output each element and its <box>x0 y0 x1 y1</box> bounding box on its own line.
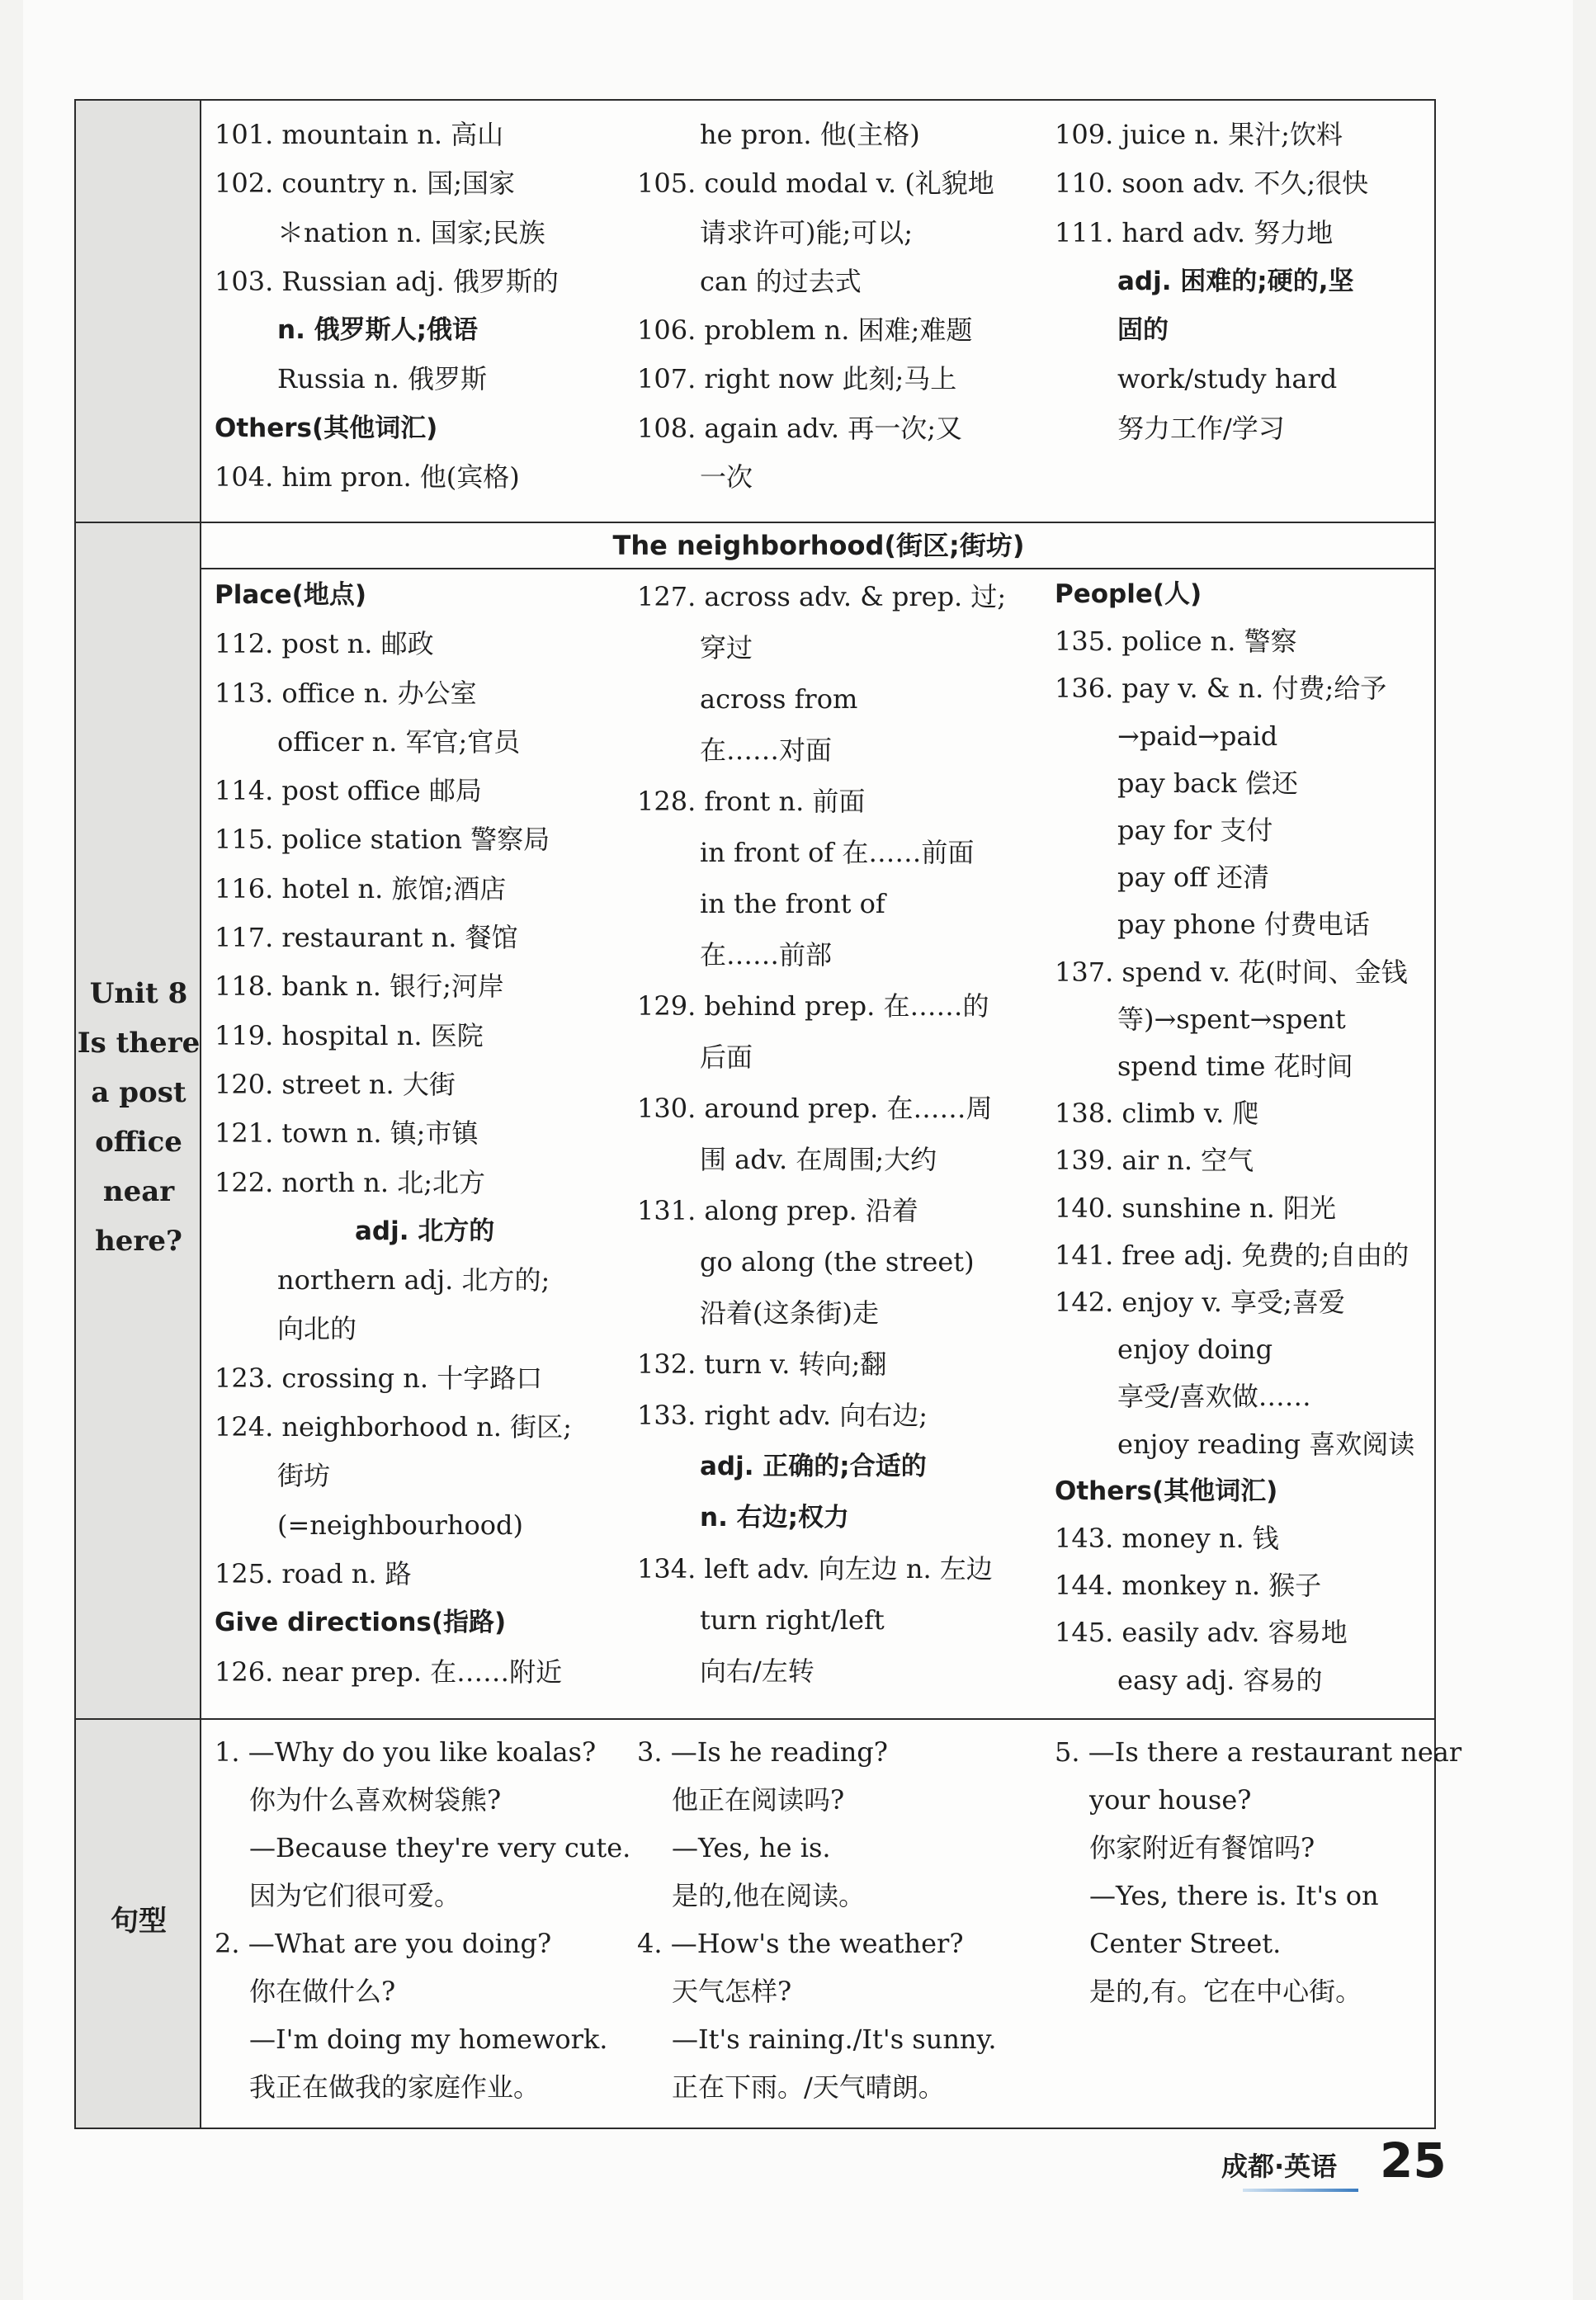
top-col-1 <box>215 111 559 502</box>
mid-col-2 <box>637 571 1006 1697</box>
entry: 138. climb v. 爬 <box>1055 1098 1259 1130</box>
entry: 123. crossing n. 十字路口 <box>215 1362 543 1394</box>
entry: n. 右边;权力 <box>700 1503 850 1533</box>
mid-col-3 <box>1055 571 1414 1704</box>
entry: Russia n. 俄罗斯 <box>277 363 487 395</box>
entry: pay off 还清 <box>1117 862 1269 894</box>
entry: 135. police n. 警察 <box>1055 626 1297 658</box>
entry: work/study hard <box>1117 363 1338 395</box>
entry: ＊nation n. 国家;民族 <box>277 216 545 248</box>
entry: 105. could modal v. (礼貌地 <box>637 168 994 200</box>
sentence: 2. —What are you doing? <box>215 1928 552 1959</box>
unit-label-line: office <box>95 1126 182 1159</box>
sentence: —Yes, he is. <box>672 1832 831 1863</box>
unit-label <box>76 969 201 1266</box>
sentence: —I'm doing my homework. <box>249 2024 608 2055</box>
entry: enjoy doing <box>1117 1334 1273 1366</box>
entry: 围 adv. 在周围;大约 <box>700 1144 937 1175</box>
entry: 115. police station 警察局 <box>215 824 550 856</box>
entry: 101. mountain n. 高山 <box>215 119 504 150</box>
entry: 126. near prep. 在……附近 <box>215 1655 563 1688</box>
sentence: your house? <box>1089 1784 1252 1816</box>
subheading: People(人) <box>1055 579 1202 609</box>
entry: n. 俄罗斯人;俄语 <box>277 315 479 346</box>
entry: 119. hospital n. 医院 <box>215 1019 484 1051</box>
entry: 145. easily adv. 容易地 <box>1055 1617 1348 1649</box>
sentence: 5. —Is there a restaurant near <box>1055 1736 1462 1768</box>
entry: 117. restaurant n. 餐馆 <box>215 922 518 954</box>
entry: 114. post office 邮局 <box>215 775 482 807</box>
sentence: 3. —Is he reading? <box>637 1736 888 1768</box>
entry: 133. right adv. 向右边; <box>637 1400 928 1431</box>
entry: 106. problem n. 困难;难题 <box>637 314 973 347</box>
entry: 130. around prep. 在……周 <box>637 1093 993 1124</box>
entry: in front of 在……前面 <box>700 837 975 868</box>
entry: 120. street n. 大街 <box>215 1068 456 1100</box>
sentence: 你为什么喜欢树袋熊? <box>249 1784 502 1816</box>
entry: go along (the street) <box>700 1246 975 1278</box>
bottom-col-1 <box>215 1728 630 2111</box>
section-title: The neighborhood(街区;街坊) <box>612 530 1025 561</box>
entry: 108. again adv. 再一次;又 <box>637 412 963 444</box>
entry: 沿着(这条街)走 <box>700 1297 879 1329</box>
entry: pay for 支付 <box>1117 815 1273 847</box>
unit-label-line: a post <box>91 1076 187 1109</box>
sentence: 我正在做我的家庭作业。 <box>249 2071 541 2103</box>
entry: can 的过去式 <box>700 265 862 297</box>
entry: 后面 <box>700 1041 753 1073</box>
entry: 努力工作/学习 <box>1117 412 1285 444</box>
entry: 144. monkey n. 猴子 <box>1055 1570 1322 1602</box>
entry: 137. spend v. 花(时间、金钱 <box>1055 956 1408 988</box>
entry: 132. turn v. 转向;翻 <box>637 1348 887 1380</box>
sentence: 正在下雨。/天气晴朗。 <box>672 2071 945 2103</box>
entry: in the front of <box>700 888 885 919</box>
entry: 116. hotel n. 旅馆;酒店 <box>215 872 507 904</box>
bottom-col-2 <box>637 1728 997 2111</box>
sentence: —Yes, there is. It's on <box>1089 1880 1379 1911</box>
entry: spend time 花时间 <box>1117 1051 1353 1083</box>
unit-label-line: here? <box>95 1225 182 1258</box>
sentence: 1. —Why do you like koalas? <box>215 1736 597 1768</box>
sentence: 是的,有。它在中心街。 <box>1089 1976 1362 2007</box>
entry: 127. across adv. & prep. 过; <box>637 581 1007 612</box>
entry: 110. soon adv. 不久;很快 <box>1055 168 1369 200</box>
page-number: 25 <box>1380 2132 1447 2189</box>
top-col-3 <box>1055 111 1368 453</box>
sentence: 4. —How's the weather? <box>637 1928 964 1959</box>
footer-underline <box>1243 2189 1358 2192</box>
entry: 136. pay v. & n. 付费;给予 <box>1055 673 1387 705</box>
subheading: Give directions(指路) <box>215 1608 507 1638</box>
sentence: 因为它们很可爱。 <box>249 1880 461 1911</box>
entry: 向右/左转 <box>700 1655 815 1687</box>
unit-label-line: Is there <box>77 1027 201 1060</box>
entry: (=neighbourhood) <box>277 1509 523 1541</box>
entry: easy adj. 容易的 <box>1117 1664 1323 1696</box>
entry: northern adj. 北方的; <box>277 1264 550 1296</box>
entry: officer n. 军官;官员 <box>277 725 521 758</box>
entry: 向北的 <box>277 1313 357 1345</box>
entry: 141. free adj. 免费的;自由的 <box>1055 1239 1409 1271</box>
entry: adj. 困难的;硬的,坚 <box>1117 266 1354 296</box>
entry: 112. post n. 邮政 <box>215 628 434 660</box>
entry: 等)→spent→spent <box>1117 1003 1346 1035</box>
entry: 在……对面 <box>700 734 833 766</box>
vocabulary-table <box>74 99 1462 2129</box>
entry: 113. office n. 办公室 <box>215 677 477 709</box>
entry: 121. town n. 镇;市镇 <box>215 1117 479 1150</box>
entry: 111. hard adv. 努力地 <box>1055 216 1334 248</box>
subheading: Others(其他词汇) <box>215 413 438 443</box>
entry: 在……前部 <box>700 939 833 971</box>
entry: across from <box>700 683 858 715</box>
entry: 142. enjoy v. 享受;喜爱 <box>1055 1287 1345 1319</box>
entry: 140. sunshine n. 阳光 <box>1055 1192 1337 1224</box>
entry: 107. right now 此刻;马上 <box>637 363 957 395</box>
top-col-2 <box>637 111 994 502</box>
entry: 109. juice n. 果汁;饮料 <box>1055 119 1343 150</box>
unit-label-line: near <box>102 1175 175 1208</box>
sentence: —It's raining./It's sunny. <box>672 2024 997 2055</box>
entry: he pron. 他(主格) <box>700 119 920 150</box>
entry: 一次 <box>700 461 753 494</box>
sentence: —Because they're very cute. <box>249 1832 631 1863</box>
sentence: 他正在阅读吗? <box>672 1784 845 1816</box>
entry: 125. road n. 路 <box>215 1557 412 1589</box>
entry: 请求许可)能;可以; <box>700 216 914 248</box>
sentence: 是的,他在阅读。 <box>672 1880 866 1911</box>
entry: 129. behind prep. 在……的 <box>637 990 989 1022</box>
entry: adj. 正确的;合适的 <box>700 1452 927 1481</box>
entry: 134. left adv. 向左边 n. 左边 <box>637 1553 993 1584</box>
subheading: Place(地点) <box>215 580 367 610</box>
entry: 143. money n. 钱 <box>1055 1523 1279 1555</box>
entry: →paid→paid <box>1117 720 1278 752</box>
entry: 穿过 <box>700 632 753 664</box>
entry: 124. neighborhood n. 街区; <box>215 1411 572 1443</box>
entry: pay phone 付费电话 <box>1117 909 1370 941</box>
entry: 118. bank n. 银行;河岸 <box>215 971 504 1003</box>
entry: 享受/喜欢做…… <box>1117 1381 1311 1413</box>
footer-label: 成都·英语 <box>1221 2151 1338 2182</box>
entry: 102. country n. 国;国家 <box>215 168 515 200</box>
sentence-pattern-label: 句型 <box>111 1905 167 1938</box>
entry: 122. north n. 北;北方 <box>215 1166 485 1198</box>
sentence: Center Street. <box>1089 1928 1282 1959</box>
mid-col-1 <box>215 571 572 1697</box>
sentence: 你家附近有餐馆吗? <box>1089 1832 1315 1863</box>
entry: turn right/left <box>700 1604 885 1636</box>
entry: 固的 <box>1117 315 1169 346</box>
entry: 103. Russian adj. 俄罗斯的 <box>215 265 559 297</box>
row-divider <box>76 1718 1436 1720</box>
entry: pay back 偿还 <box>1117 767 1298 799</box>
bottom-col-3 <box>1055 1728 1461 2015</box>
entry: 139. air n. 空气 <box>1055 1145 1254 1177</box>
sentence: 天气怎样? <box>672 1976 792 2007</box>
sentence: 你在做什么? <box>249 1976 396 2007</box>
entry: enjoy reading 喜欢阅读 <box>1117 1428 1415 1460</box>
entry: adj. 北方的 <box>355 1216 495 1246</box>
entry: 街坊 <box>277 1460 331 1492</box>
entry: 128. front n. 前面 <box>637 786 866 817</box>
entry: 104. him pron. 他(宾格) <box>215 461 520 494</box>
entry: 131. along prep. 沿着 <box>637 1195 918 1226</box>
unit-label-line: Unit 8 <box>89 977 188 1010</box>
subheading: Others(其他词汇) <box>1055 1476 1278 1506</box>
